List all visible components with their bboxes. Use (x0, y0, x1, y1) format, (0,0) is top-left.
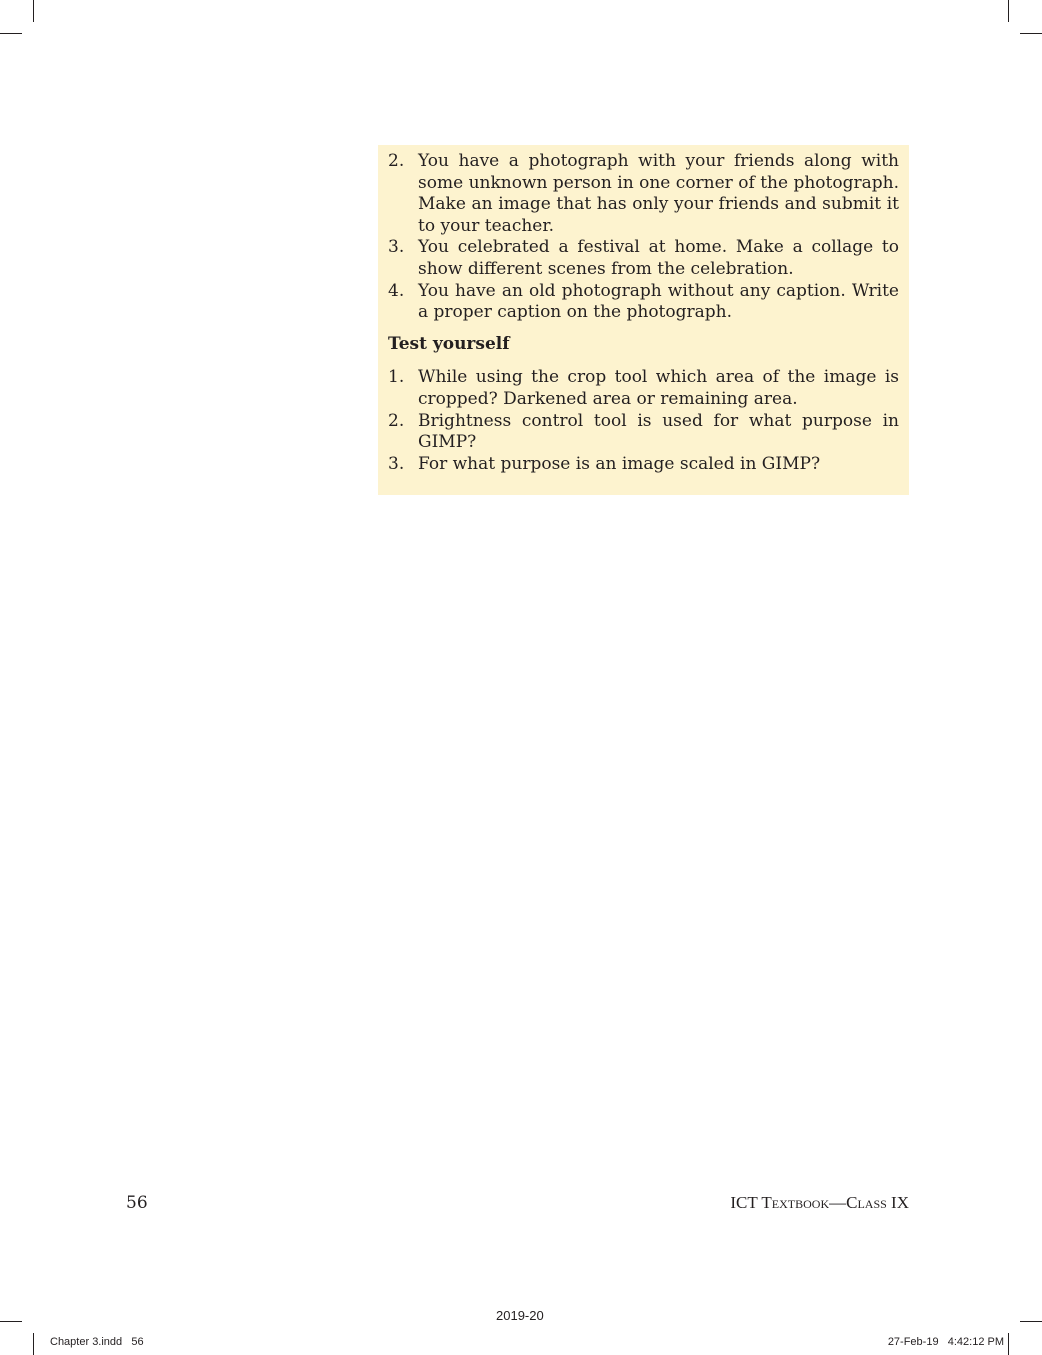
list-item (388, 281, 899, 324)
running-head-class: Class IX (846, 1193, 909, 1212)
list-item (388, 367, 899, 410)
item-text: While using the crop tool which area of the image is cropped? Darkened area or remaining area. (418, 367, 899, 409)
crop-mark (1020, 1321, 1042, 1322)
crop-mark (33, 1333, 34, 1355)
item-text: You have an old photograph without any caption. Write a proper caption on the photograph. (418, 280, 899, 323)
crop-mark (1020, 33, 1042, 34)
list-item (388, 151, 899, 237)
page-number: 56 (126, 1193, 148, 1213)
item-number: 2. (388, 410, 405, 431)
item-text: You have a photograph with your friends along with some unknown person in one corner of the photograph. Make an image that has only your friends and submit it to your teacher. (418, 151, 899, 236)
crop-mark (1008, 0, 1009, 22)
item-number: 3. (388, 237, 405, 258)
slug-year: 2019-20 (496, 1308, 544, 1323)
item-number: 1. (388, 367, 405, 388)
crop-mark (33, 0, 34, 22)
crop-mark (1008, 1333, 1009, 1355)
crop-mark (0, 1321, 22, 1322)
slug-timestamp: 27-Feb-19 4:42:12 PM (887, 1336, 1004, 1348)
item-number: 3. (388, 453, 405, 474)
activity-box (378, 145, 909, 495)
list-item (388, 454, 899, 476)
list-item (388, 411, 899, 454)
item-number: 2. (388, 151, 405, 171)
item-number: 4. (388, 280, 405, 301)
item-text: Brightness control tool is used for what purpose in GIMP? (418, 410, 899, 453)
item-text: For what purpose is an image scaled in GIMP? (418, 453, 821, 474)
running-head-separator: — (829, 1193, 847, 1212)
running-head (730, 1193, 909, 1213)
running-head-book: ICT Textbook (730, 1193, 830, 1212)
section-heading: Test yourself (388, 333, 510, 354)
slug-file: Chapter 3.indd 56 (50, 1336, 144, 1348)
list-item (388, 237, 899, 280)
item-text: You celebrated a festival at home. Make a collage to show different scenes from the celebration. (418, 237, 899, 279)
crop-mark (0, 33, 22, 34)
